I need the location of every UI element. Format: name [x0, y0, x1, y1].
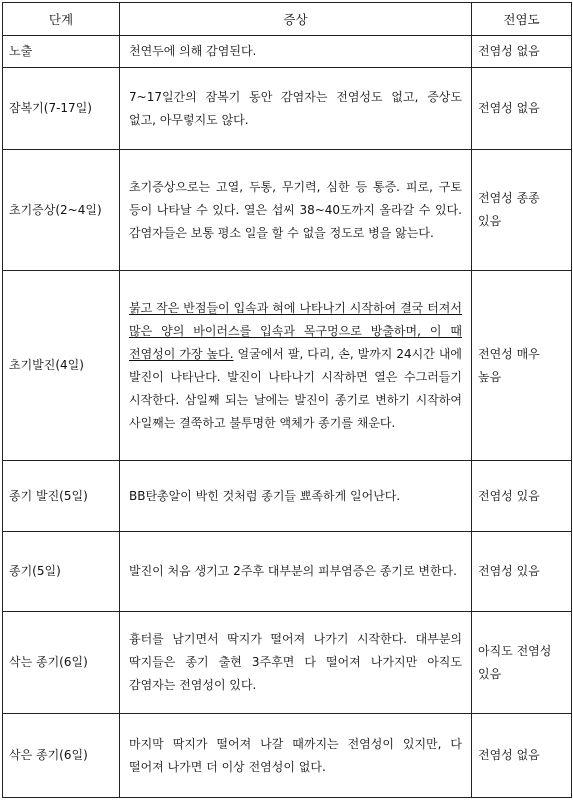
table-row — [3, 271, 572, 461]
header-symptom: 증상 — [120, 3, 472, 36]
stage-cell: 잠복기(7-17일) — [3, 68, 120, 150]
symptom-cell: 초기증상으로는 고열, 두통, 무기력, 심한 등 통증. 피로, 구토 등이 나타날 수 있다. 열은 섭씨 38~40도까지 올라갈 수 있다. 감염자들은 보통 평소 일을 할 수 없을 정도로 병을 앓는다. — [120, 150, 472, 271]
table-row — [3, 150, 572, 271]
symptom-cell: 천연두에 의해 감염된다. — [120, 36, 472, 68]
table-row — [3, 612, 572, 714]
stage-cell: 종기 발진(5일) — [3, 461, 120, 532]
stage-cell: 초기발진(4일) — [3, 271, 120, 461]
contagion-cell: 전염성 없음 — [472, 68, 572, 150]
header-stage: 단계 — [3, 3, 120, 36]
symptom-cell: 발진이 처음 생기고 2주후 대부분의 피부염증은 종기로 변한다. — [120, 532, 472, 612]
table-row — [3, 532, 572, 612]
stage-cell: 삭은 종기(6일) — [3, 714, 120, 798]
stage-cell: 노출 — [3, 36, 120, 68]
symptom-underlined-text: 붉고 작은 반점들이 입속과 혀에 나타나기 시작하여 결국 터져서 많은 양의 바이러스를 입속과 목구멍으로 방출하며, 이 때 전염성이 가장 높다. — [129, 300, 462, 361]
symptom-cell — [120, 271, 472, 461]
contagion-cell: 전연성 매우 높음 — [472, 271, 572, 461]
symptom-text: 얼굴에서 팔, 다리, 손, 발까지 24시간 내에 발진이 나타난다. 발진이 나타나기 시작하면 열은 수그러들기 시작한다. 삼일째 되는 날에는 발진이 종기로 변하기 시작하여 사일째는 결쭉하고 불투명한 액체가 종기를 채운다. — [129, 346, 463, 430]
header-contagion: 전염도 — [472, 3, 572, 36]
table-row — [3, 68, 572, 150]
contagion-cell: 아직도 전염성 있음 — [472, 612, 572, 714]
contagion-cell: 전염성 없음 — [472, 36, 572, 68]
contagion-cell: 전염성 있음 — [472, 461, 572, 532]
contagion-cell: 전염성 종종 있음 — [472, 150, 572, 271]
symptom-cell: BB탄총알이 박힌 것처럼 종기들 뾰족하게 일어난다. — [120, 461, 472, 532]
table-row — [3, 461, 572, 532]
smallpox-stages-table — [2, 2, 572, 798]
contagion-cell: 전염성 있음 — [472, 532, 572, 612]
table-header-row — [3, 3, 572, 36]
contagion-cell: 전염성 없음 — [472, 714, 572, 798]
table-row — [3, 36, 572, 68]
symptom-cell: 흉터를 남기면서 딱지가 떨어져 나가기 시작한다. 대부분의 딱지들은 종기 출현 3주후면 다 떨어져 나가지만 아직도 감염자는 전염성이 있다. — [120, 612, 472, 714]
symptom-cell: 마지막 딱지가 떨어져 나갈 때까지는 전염성이 있지만, 다 떨어져 나가면 더 이상 전염성이 없다. — [120, 714, 472, 798]
stage-cell: 종기(5일) — [3, 532, 120, 612]
stage-cell: 초기증상(2~4일) — [3, 150, 120, 271]
stage-cell: 삭는 종기(6일) — [3, 612, 120, 714]
table-row — [3, 714, 572, 798]
symptom-cell: 7~17일간의 잠복기 동안 감염자는 전염성도 없고, 증상도 없고, 아무렇지도 않다. — [120, 68, 472, 150]
